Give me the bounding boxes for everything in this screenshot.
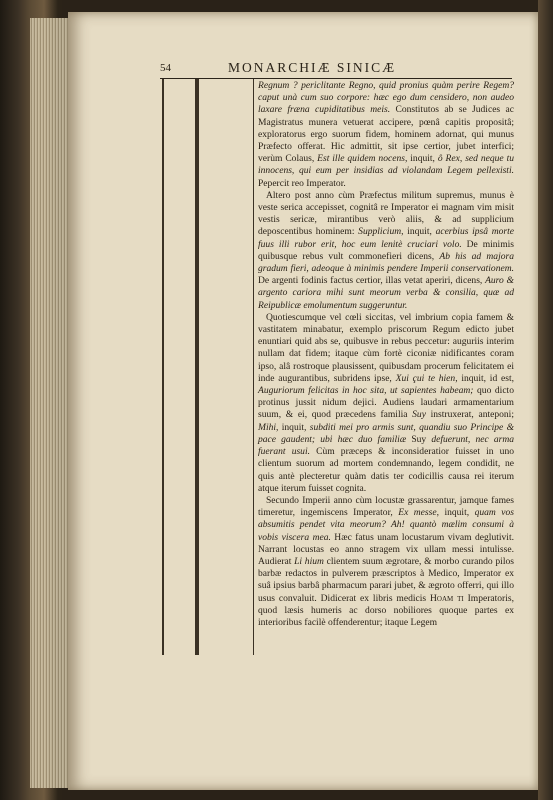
text-run: Cùm præceps & inconsideratior fuisset in uno clientum suorum ad mortem condemnando, legem condidit, ne quis antè plecteretur quàm datis ter codicillis causa rei iterum atque iterum fuisset cognita.: [258, 446, 514, 494]
text-run: instruxerat, anteponi;: [425, 409, 514, 421]
text-run: Hæc fatus unam locustarum vivam deglutivit. Narrant locustas eo anno stragem vix ullam messi intulisse. Audierat: [258, 531, 514, 567]
running-title: MONARCHIÆ SINICÆ: [228, 60, 397, 75]
text-run: , inquit, id est,: [455, 372, 514, 384]
text-run: Mihi: [258, 421, 277, 433]
text-run: , inquit,: [436, 507, 475, 519]
text-run: Hoam ti: [430, 592, 464, 604]
text-run: De minimis quibusque rebus vult commonefieri dicens,: [258, 238, 514, 262]
text-run: , inquit,: [276, 421, 310, 433]
text-run: Pepercit reo Imperator.: [258, 177, 346, 189]
text-run: Ab his ad majora gradum fieri, adeoque à minimis pendere Imperii conservationem.: [258, 250, 514, 275]
paragraph: [258, 495, 514, 629]
text-run: ,: [459, 153, 466, 165]
text-run: Ex messe: [398, 507, 437, 519]
text-run: Imperatoris, quod læsis humeris ac dorso nobiliores quoque partes ex interioribus facilè offenderentur; itaque Legem: [258, 592, 514, 628]
text-run: Li hium: [294, 555, 324, 567]
paragraph: [258, 312, 514, 495]
paragraph: [258, 80, 514, 190]
text-run: De argenti fodinis factus certior, illas vetat aperiri, dicens,: [258, 275, 486, 287]
text-run: quo dicto protinus jussit nidum dejici. Audiens laudari armamentarium suum, & ei, quod præcedens familia: [258, 385, 514, 421]
margin-rule: [197, 79, 199, 655]
text-run: Auro & argento cariora mihi sunt meorum verba & consilia, quæ ad Reipublicæ emolumentum suggeruntur.: [258, 275, 514, 311]
text-run: Secundo Imperii anno cùm locustæ grassarentur, jamque fames timeretur, ingemiscens Imperator,: [258, 494, 514, 519]
text-run: Constitutos ab se Judices ac Magistratus munera vetuerat accipere, pœnâ capitis propositâ; exploratorus ergo suorum fidem, hominem adornat, qui munus Præfecto offerat. Hic admittit, sit ipse certior, jubet interfici; verùm Colaus,: [258, 104, 514, 165]
text-run: Altero post anno cùm Præfectus militum supremus, munus è veste serica accepisset, cognitâ re Imperator ei magnam vim misit vestis sericæ, mirantibus verò aliis, & ad supplicium deposcentibus hominem:: [258, 189, 514, 238]
header-rule: [160, 78, 512, 79]
page-number: 54: [160, 62, 171, 74]
text-run: Quotiescumque vel cœli siccitas, vel imbrium copia famem & vastitatem minabatur, exemplo priscorum Regum edicto jubet enuntiari quid abs se, quibusve in rebus peccetur: auguriis interim nullam dat fidem; itaque cùm fortè ciconiæ nidificantes coram ipso, alâ rostroque plausissent, quibusdam procerum felicitatem ei inde augurantibus, subridens ipse,: [258, 311, 514, 384]
page-edges-left: [30, 18, 70, 788]
paragraph: [258, 190, 514, 312]
margin-rule: [162, 79, 164, 655]
text-run: Supplicium: [358, 226, 402, 238]
text-run: acerbius ipsâ morte fuus illi rubor erit, hoc eum lenitè cruciari volo.: [258, 226, 514, 250]
text-run: Suy: [406, 433, 432, 445]
text-run: Regnum ? periclitante Regno, quid pronius quàm perire Regem? caput unà cum suo corpore: hæc ego dum censidero, non audeo laxare fræna cupiditatibus meis.: [258, 80, 514, 116]
text-run: Suy: [412, 409, 426, 421]
body-text: [258, 80, 514, 629]
page-edge-right: [538, 0, 553, 800]
text-run: ô Rex: [437, 153, 460, 165]
text-run: Xui çui te hien: [395, 372, 456, 384]
margin-rule: [253, 79, 254, 655]
text-run: clientem suum ægrotare, & morbo curando pilos barbæ redactos in pulverem præscriptos à Medico, Imperator ex suâ ipsius barbâ pharmacum parari jubet, & ægroto offerri, qui illo usus convaluit. Didicerat ex libris medicis: [258, 555, 514, 604]
text-run: , inquit,: [401, 226, 436, 238]
text-run: defuerunt, nec arma fuerant usui.: [258, 433, 515, 458]
text-run: sed neque tu innocens, qui eum per insidias ad violandam Legem pellexisti.: [258, 153, 515, 177]
text-run: Auguriorum felicitas in hoc sita, ut sapientes habeam;: [258, 385, 474, 397]
text-run: quam vos absumitis pendet vita meorum? Ah! quantò mælim consumi à vobis viscera mea.: [258, 507, 515, 543]
text-run: Est ille quidem nocens: [317, 153, 405, 165]
text-run: , inquit,: [404, 153, 438, 165]
text-run: subditi mei pro armis sunt, quandiu suo Principe & pace gaudent; ubi hæc duo familiæ: [258, 421, 514, 445]
